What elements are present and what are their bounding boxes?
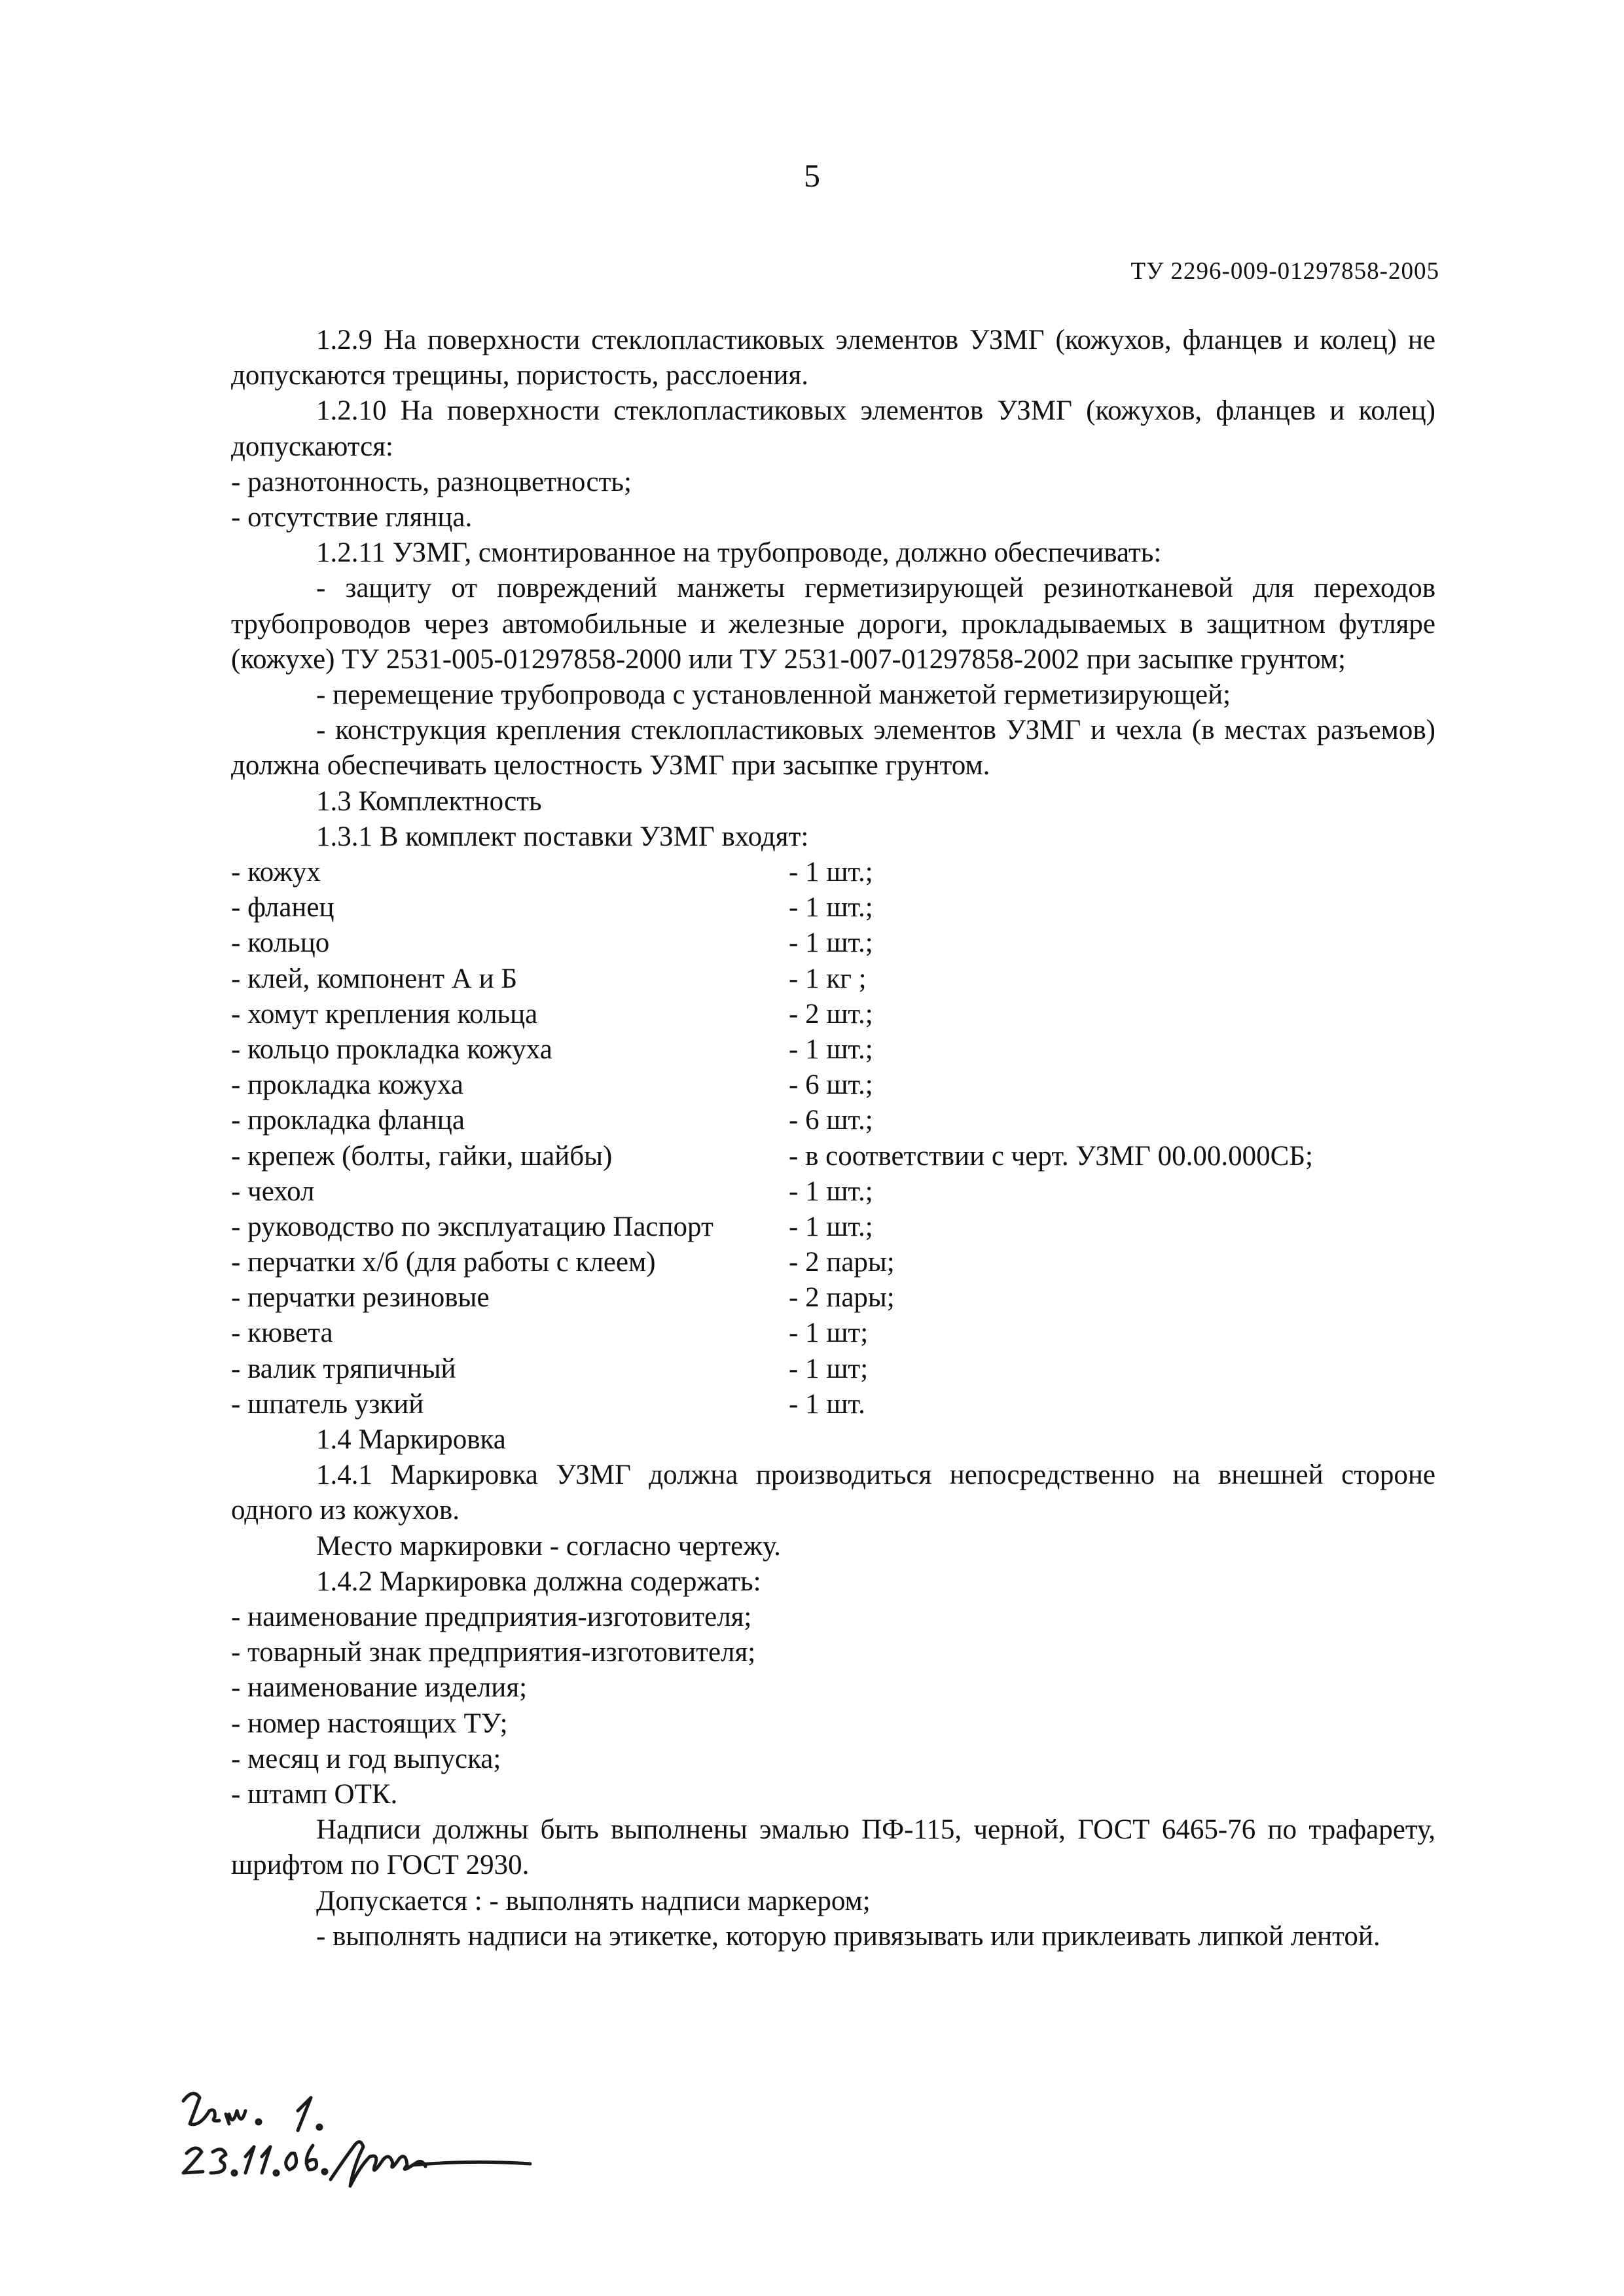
kit-items-list xyxy=(231,855,1435,1422)
kit-item xyxy=(231,1387,1435,1422)
kit-item-qty: - 2 пары; xyxy=(789,1282,895,1314)
kit-item-qty: - 2 шт.; xyxy=(789,998,873,1030)
list-item: - разнотонность, разноцветность; xyxy=(231,466,632,497)
kit-item-name: - крепеж (болты, гайки, шайбы) xyxy=(231,1140,613,1172)
kit-item-qty: - 1 кг ; xyxy=(789,963,867,994)
section-heading-1-3: 1.3 Комплектность xyxy=(316,785,542,817)
kit-item xyxy=(231,925,1435,961)
kit-item-name: - кювета xyxy=(231,1318,333,1349)
kit-item xyxy=(231,1280,1435,1316)
list-item: - отсутствие глянца. xyxy=(231,502,473,533)
kit-item-name: - валик тряпичный xyxy=(231,1353,456,1384)
kit-item xyxy=(231,1316,1435,1351)
page-number: 5 xyxy=(804,157,820,194)
kit-item-qty: - 1 шт.; xyxy=(789,1211,873,1242)
paragraph-1-4-1: 1.4.1 Маркировка УЗМГ должна производиться непосредственно на внешней стороне одного из кожухов. xyxy=(231,1460,1435,1526)
kit-item-name: - перчатки резиновые xyxy=(231,1282,490,1314)
kit-item-name: - чехол xyxy=(231,1175,315,1207)
kit-item-name: - перчатки х/б (для работы с клеем) xyxy=(231,1247,656,1278)
document-code: ТУ 2296-009-01297858-2005 xyxy=(1130,258,1439,285)
list-item: - товарный знак предприятия-изготовителя; xyxy=(231,1637,756,1668)
paragraph-1-2-9: 1.2.9 На поверхности стеклопластиковых элементов УЗМГ (кожухов, фланцев и колец) не допускаются трещины, пористость, расслоения. xyxy=(231,325,1435,391)
paragraph-paint: Надписи должны быть выполнены эмалью ПФ-115, черной, ГОСТ 6465-76 по трафарету, шрифтом по ГОСТ 2930. xyxy=(231,1814,1435,1881)
kit-item xyxy=(231,855,1435,890)
kit-item xyxy=(231,1174,1435,1210)
kit-item xyxy=(231,1032,1435,1067)
section-heading-1-4: 1.4 Маркировка xyxy=(316,1424,506,1456)
paragraph-1-3-1: 1.3.1 В комплект поставки УЗМГ входят: xyxy=(316,821,809,852)
kit-item xyxy=(231,1067,1435,1103)
paragraph-1-2-10: 1.2.10 На поверхности стеклопластиковых элементов УЗМГ (кожухов, фланцев и колец) допускаются: xyxy=(231,395,1435,462)
paragraph-1-2-11: 1.2.11 УЗМГ, смонтированное на трубопроводе, должно обеспечивать: xyxy=(316,537,1162,569)
kit-item-name: - прокладка кожуха xyxy=(231,1069,463,1101)
paragraph-1-2-11-b: - перемещение трубопровода с установленной манжетой герметизирующей; xyxy=(316,679,1231,711)
kit-item-qty: - 6 шт.; xyxy=(789,1105,873,1136)
kit-item-name: - клей, компонент А и Б xyxy=(231,963,518,994)
list-item: - наименование изделия; xyxy=(231,1672,528,1704)
paragraph-allowed-b: - выполнять надписи на этикетке, которую привязывать или приклеивать липкой лентой. xyxy=(316,1920,1380,1952)
kit-item-qty: - 2 пары; xyxy=(789,1247,895,1278)
paragraph-allowed: Допускается : - выполнять надписи маркером; xyxy=(316,1885,871,1916)
kit-item-qty: - в соответствии с черт. УЗМГ 00.00.000СБ; xyxy=(789,1140,1313,1172)
kit-item xyxy=(231,961,1435,997)
kit-item-name: - кожух xyxy=(231,857,321,888)
kit-item-qty: - 1 шт.; xyxy=(789,1175,873,1207)
list-item: - номер настоящих ТУ; xyxy=(231,1708,508,1739)
kit-item-qty: - 6 шт.; xyxy=(789,1069,873,1101)
kit-item-qty: - 1 шт. xyxy=(789,1388,865,1420)
kit-item-qty: - 1 шт.; xyxy=(789,927,873,959)
kit-item-qty: - 1 шт; xyxy=(789,1318,869,1349)
paragraph-1-2-11-c: - конструкция крепления стеклопластиковых элементов УЗМГ и чехла (в местах разъемов) должна обеспечивать целостность УЗМГ при засыпке грунтом. xyxy=(231,715,1435,781)
list-item: - наименование предприятия-изготовителя; xyxy=(231,1602,752,1633)
kit-item-qty: - 1 шт; xyxy=(789,1353,869,1384)
kit-item xyxy=(231,997,1435,1032)
kit-item-name: - хомут крепления кольца xyxy=(231,998,538,1030)
kit-item xyxy=(231,1103,1435,1138)
list-item: - штамп ОТК. xyxy=(231,1779,398,1810)
kit-item-qty: - 1 шт.; xyxy=(789,1033,873,1065)
kit-item-name: - прокладка фланца xyxy=(231,1105,465,1136)
kit-item-name: - фланец xyxy=(231,892,334,924)
paragraph-1-2-11-a: - защиту от повреждений манжеты герметизирующей резинотканевой для переходов трубопроводов через автомобильные и железные дороги, прокладываемых в защитном футляре (кожухе) ТУ 2531-005-01297858-2000 или ТУ 2531-007-01297858-2002 при засыпке грунтом; xyxy=(231,573,1435,675)
kit-item-name: - руководство по эксплуатацию Паспорт xyxy=(231,1211,713,1242)
list-item: - месяц и год выпуска; xyxy=(231,1743,501,1774)
kit-item-name: - кольцо прокладка кожуха xyxy=(231,1033,552,1065)
kit-item xyxy=(231,1210,1435,1245)
document-body xyxy=(231,323,1435,1954)
kit-item-name: - шпатель узкий xyxy=(231,1388,424,1420)
handwritten-revision-signature xyxy=(164,2081,622,2212)
paragraph-1-4-2: 1.4.2 Маркировка должна содержать: xyxy=(316,1566,761,1597)
kit-item xyxy=(231,890,1435,925)
kit-item-qty: - 1 шт.; xyxy=(789,892,873,924)
kit-item-name: - кольцо xyxy=(231,927,330,959)
kit-item-qty: - 1 шт.; xyxy=(789,857,873,888)
paragraph-marking-place: Место маркировки - согласно чертежу. xyxy=(316,1530,781,1562)
kit-item xyxy=(231,1139,1435,1174)
kit-item xyxy=(231,1245,1435,1280)
kit-item xyxy=(231,1352,1435,1387)
